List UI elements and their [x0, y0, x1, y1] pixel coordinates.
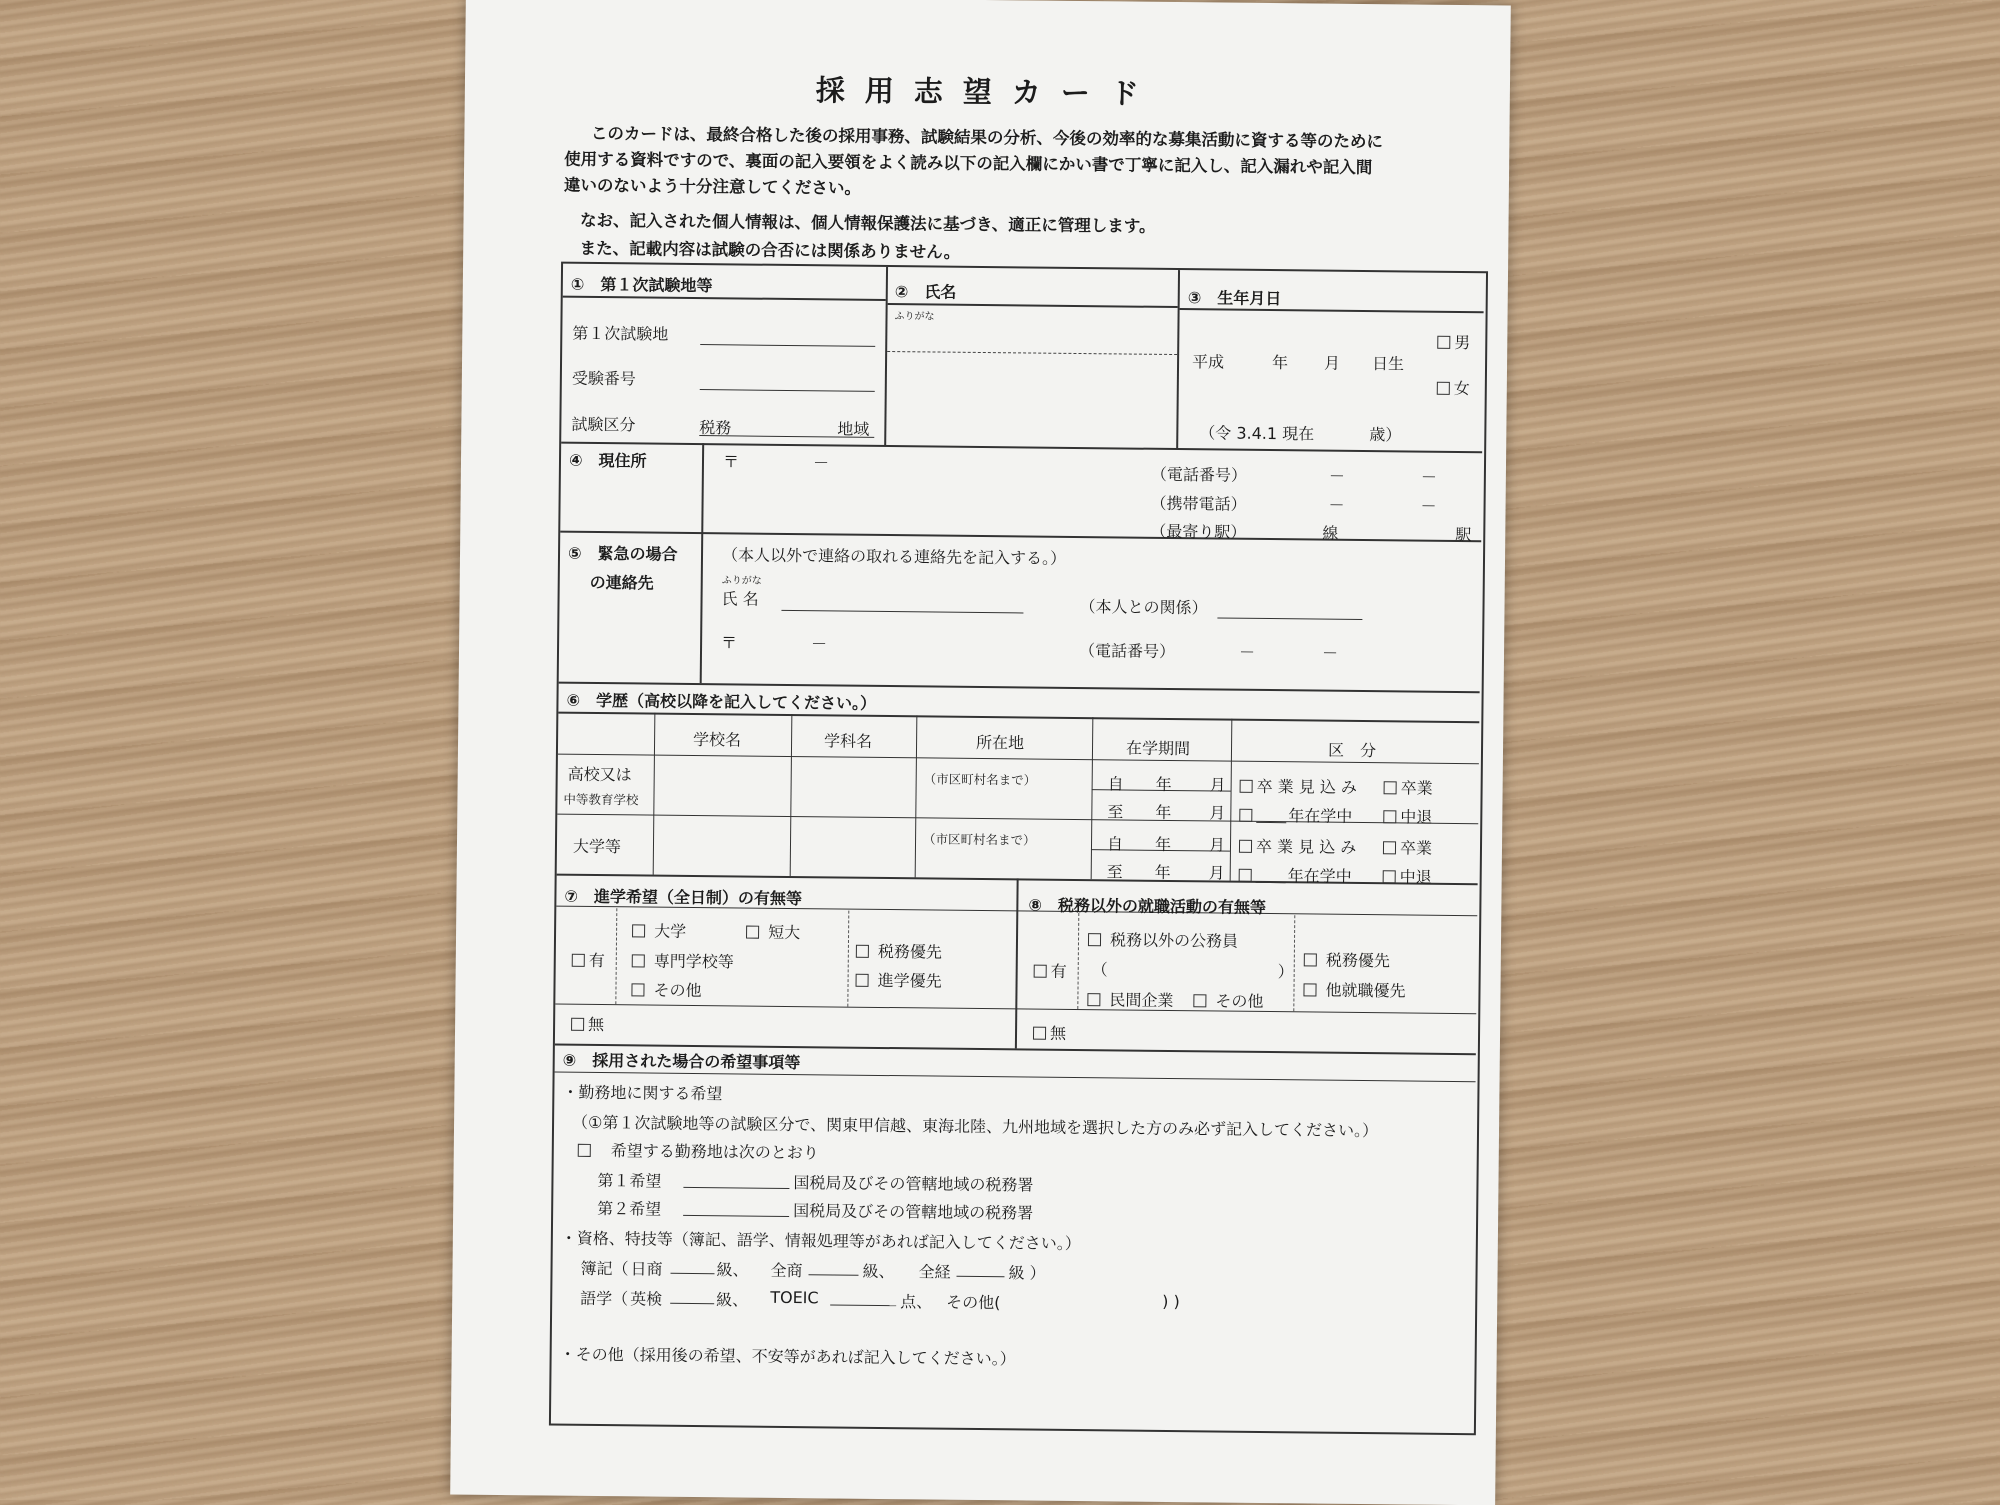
job-public-checkbox[interactable]: 税務以外の公務員 [1088, 927, 1238, 952]
row-highschool-label: 高校又は [567, 764, 632, 785]
study-yes-checkbox[interactable]: 有 [572, 948, 605, 971]
study-no-checkbox[interactable]: 無 [571, 1012, 604, 1035]
intro-line-4: なお、記入された個人情報は、個人情報保護法に基づき、適正に管理します。 [563, 210, 1156, 236]
highschool-location-hint: （市区町村名まで） [923, 771, 1037, 788]
boki-label: 簿記（ [580, 1258, 629, 1279]
checkbox-icon [1437, 336, 1450, 349]
col-school-name: 学校名 [692, 729, 742, 750]
address-field[interactable] [722, 473, 1123, 532]
study-vocational-checkbox[interactable]: 専門学校等 [632, 948, 734, 972]
exam-category-tax: 税務 [699, 418, 732, 438]
col-period: 在学期間 [1125, 738, 1191, 759]
emergency-name-label: 氏 名 [721, 589, 759, 609]
university-location-hint: （市区町村名まで） [922, 831, 1036, 848]
job-tax-priority-checkbox[interactable]: 税務優先 [1304, 947, 1390, 971]
section1-heading: ① 第１次試験地等 [570, 274, 713, 296]
university-dept-field[interactable] [792, 818, 914, 875]
first-choice-label: 第１希望 [597, 1171, 662, 1191]
birth-era: 平成 [1191, 352, 1225, 372]
emergency-note: （本人以外で連絡の取れる連絡先を記入する。） [721, 545, 1067, 568]
univ-enrolled-checkbox[interactable]: 年在学中 [1239, 863, 1352, 887]
exam-category-region: 地域 [837, 419, 870, 439]
emergency-phone-label: （電話番号） [1078, 641, 1176, 662]
row-university-label: 大学等 [572, 836, 622, 857]
job-no-checkbox[interactable]: 無 [1033, 1021, 1066, 1044]
hs-expected-checkbox[interactable]: 卒 業 見 込 み [1240, 774, 1358, 798]
col-department: 学科名 [823, 731, 873, 751]
study-univ-checkbox[interactable]: 大学 [632, 918, 686, 942]
sex-female-checkbox[interactable]: 女 [1437, 376, 1470, 399]
exam-number-label: 受験番号 [571, 368, 636, 389]
nearest-station-label: （最寄り駅） [1150, 521, 1247, 542]
univ-expected-checkbox[interactable]: 卒 業 見 込 み [1239, 834, 1357, 858]
relation-label: （本人との関係） [1079, 597, 1208, 618]
section5-heading: ⑤ 緊急の場合 [567, 543, 678, 564]
col-location: 所在地 [975, 732, 1025, 753]
job-public-detail-field[interactable] [1112, 955, 1272, 979]
section2-heading: ② 氏名 [894, 282, 957, 302]
age-as-of: （令 3.4.1 現在 [1199, 423, 1315, 444]
study-other-checkbox[interactable]: その他 [631, 977, 701, 1001]
section8-heading: ⑧ 税務以外の就職活動の有無等 [1028, 895, 1267, 917]
intro-line-5: また、記載内容は試験の合否には関係ありません。 [563, 238, 961, 262]
section4-heading: ④ 現住所 [568, 450, 647, 471]
address-postal-mark: 〒 [722, 452, 740, 472]
university-name-field[interactable] [655, 817, 789, 874]
section9-heading: ⑨ 採用された場合の希望事項等 [562, 1050, 801, 1073]
highschool-dept-field[interactable] [792, 758, 914, 815]
other-wish-field[interactable] [559, 1366, 1459, 1425]
phone-label: （電話番号） [1150, 464, 1248, 485]
name-furigana-label: ふりがな [894, 311, 935, 323]
job-other-priority-checkbox[interactable]: 他就職優先 [1303, 977, 1405, 1001]
language-label: 語学（ [580, 1288, 629, 1309]
hs-enrolled-checkbox[interactable]: 年在学中 [1239, 803, 1352, 827]
study-priority-checkbox[interactable]: 進学優先 [855, 968, 941, 992]
hs-withdrawn-checkbox[interactable]: 中退 [1383, 804, 1432, 828]
job-other-checkbox[interactable]: その他 [1193, 988, 1263, 1012]
section7-heading: ⑦ 進学希望（全日制）の有無等 [564, 886, 803, 909]
checkbox-icon [1437, 382, 1450, 395]
exam-category-label: 試験区分 [571, 414, 636, 435]
exam-place-label: 第１次試験地 [572, 323, 669, 344]
second-choice-label: 第２希望 [597, 1199, 662, 1219]
univ-graduated-checkbox[interactable]: 卒業 [1383, 835, 1432, 859]
col-category: 区 分 [1327, 740, 1377, 761]
mobile-label: （携帯電話） [1150, 493, 1247, 514]
univ-withdrawn-checkbox[interactable]: 中退 [1383, 864, 1432, 888]
application-form-sheet: 採用志望カード このカードは、最終合格した後の採用事務、試験結果の分析、今後の効率的な募集活動に資する等のために 使用する資料ですので、裏面の記入要領をよく読み以下の記入欄にかい書で丁寧に記入し、記入漏れや記入間 違いのないよう十分注意してください。 なお、記入された個人情報は、個人情報保護法に基づき、適正に管理します。 また、記載内容は試験の合否には関係ありません。 ① 第１次試験地等 第１次試験地 受験番号 試験区分 税務 地域 ② 氏名 ふりがな ③ 生年月日 平成 年 月 日生 男 女 （令 3.4.1 現在 歳） ④ 現住所 〒 － （電話番号） － － （携帯電話） － － （最寄り駅） 線 駅 ⑤ 緊急の場合 の連絡先 （本人以外で連絡の取れる連絡先を記入する。） ふりがな 氏 名 （本人との関係） 〒 － （電話番号） － － ⑥ 学歴（高校以降を記入してください。） 学校名 学科名 所在地 在学期間 区 分 高校又は 中等教育学校 （市区町村名まで） 自 年 月 至 年 月 卒 業 見 込 み 卒業 年在学中 中退 大学等 （市区町村名まで） 自 年 月 至 年 月 卒 業 見 込 み 卒業 年在学中 中退 ⑦ 進学希望（全日制）の有無等 有 無 大学 短大 専門学校等 その他 税務優先 進学優先 ⑧ 税務以外の就職活動の有無等 有 無 税務以外の公務員 （ ） 民間企業 その他 税務優先 他就職優先 ⑨ 採用された場合の希望事項等 ・勤務地に関する希望 （①第１次試験地等の試験区分で、関東甲信越、東海北陸、九州地域を選択した方のみ必ず記入してください。） 希望する勤務地は次のとおり 第１希望 国税局及びその管轄地域の税務署 第２希望 国税局及びその管轄地域の税務署 ・資格、特技等（簿記、語学、情報処理等があれば記入してください。） 簿記（ 日商 級、 全商 級、 全経 級 ） 語学（ 英検 級、 TOEIC 点、 その他( ) ) ・その他（採用後の希望、不安等があれば記入してください。） [450, 0, 1511, 1505]
other-wish-title: ・その他（採用後の希望、不安等があれば記入してください。） [559, 1344, 1016, 1369]
intro-line-1: このカードは、最終合格した後の採用事務、試験結果の分析、今後の効率的な募集活動に資する等のために [574, 123, 1383, 152]
section6-heading: ⑥ 学歴（高校以降を記入してください。） [566, 690, 877, 713]
intro-line-2: 使用する資料ですので、裏面の記入要領をよく読み以下の記入欄にかい書で丁寧に記入し、記入漏れや記入間 [564, 149, 1373, 178]
sex-male-checkbox[interactable]: 男 [1437, 330, 1470, 353]
job-yes-checkbox[interactable]: 有 [1034, 959, 1067, 982]
study-junior-checkbox[interactable]: 短大 [746, 920, 800, 944]
highschool-name-field[interactable] [655, 757, 789, 814]
skills-title: ・資格、特技等（簿記、語学、情報処理等があれば記入してください。） [560, 1228, 1081, 1254]
intro-line-3: 違いのないよう十分注意してください。 [563, 175, 861, 198]
hs-graduated-checkbox[interactable]: 卒業 [1384, 775, 1433, 799]
language-other-field[interactable] [1012, 1288, 1152, 1309]
name-field[interactable] [886, 355, 1177, 446]
form-title: 採用志望カード [815, 73, 1160, 111]
section3-heading: ③ 生年月日 [1187, 288, 1282, 309]
job-private-checkbox[interactable]: 民間企業 [1087, 987, 1173, 1011]
location-wish-title: ・勤務地に関する希望 [562, 1082, 723, 1104]
emergency-address-field[interactable] [721, 652, 1051, 683]
location-wish-note: （①第１次試験地等の試験区分で、関東甲信越、東海北陸、九州地域を選択した方のみ必ず記入してください。） [571, 1112, 1379, 1141]
location-wish-checkbox[interactable]: 希望する勤務地は次のとおり [578, 1138, 819, 1164]
study-tax-priority-checkbox[interactable]: 税務優先 [856, 939, 942, 963]
